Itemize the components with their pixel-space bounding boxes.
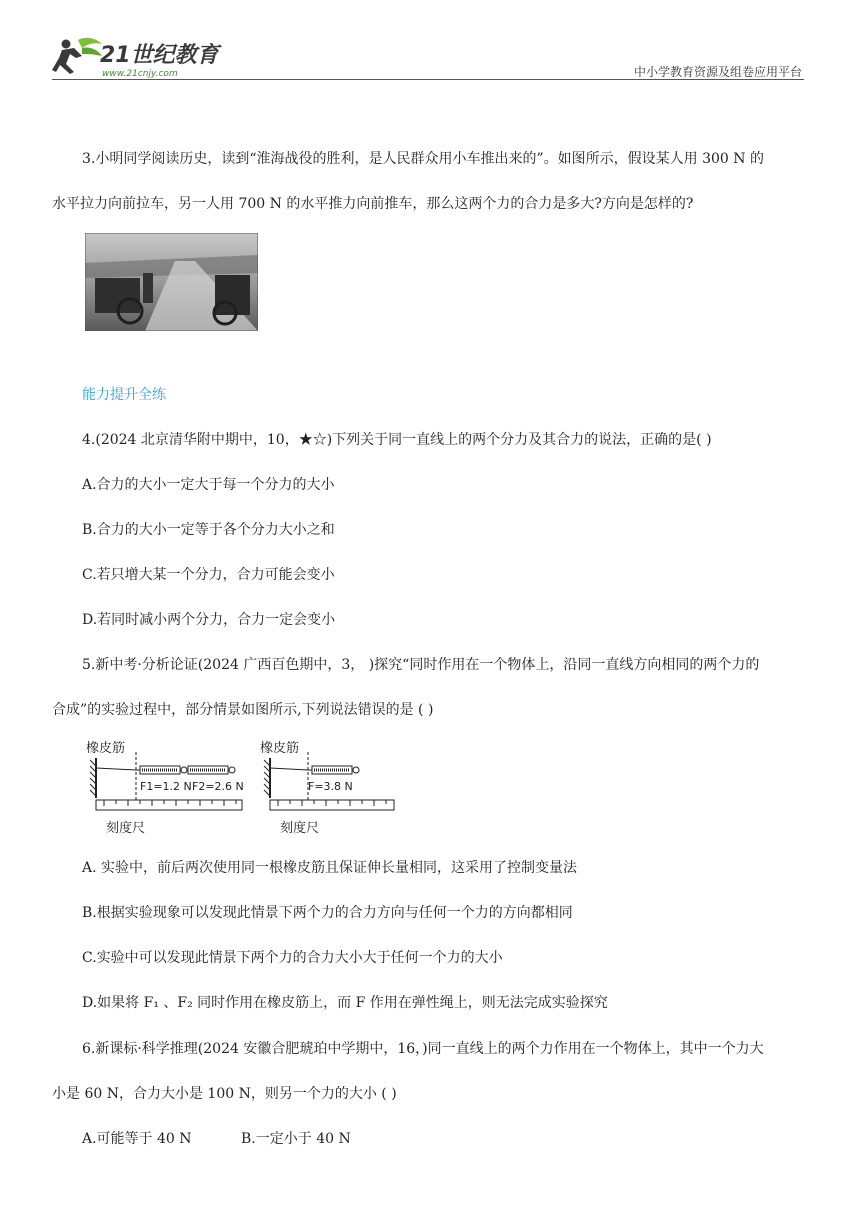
ruler-left xyxy=(96,800,242,810)
q5-option-b: B.根据实验现象可以发现此情景下两个力的合力方向与任何一个力的方向都相同 xyxy=(82,905,573,921)
q5-option-a: A. 实验中，前后两次使用同一根橡皮筋且保证伸长量相同，这采用了控制变量法 xyxy=(82,860,578,876)
force-f-label: F=3.8 N xyxy=(308,780,353,793)
historical-photo-carts xyxy=(85,233,258,331)
q4-option-b: B.合力的大小一定等于各个分力大小之和 xyxy=(82,522,335,538)
q4-option-c: C.若只增大某一个分力，合力可能会变小 xyxy=(82,567,335,583)
q5-line-2: 合成”的实验过程中，部分情景如图所示,下列说法错误的是 ( ) xyxy=(52,702,434,718)
q5-option-d: D.如果将 F₁ 、F₂ 同时作用在橡皮筋上，而 F 作用在弹性绳上，则无法完成实验探究 xyxy=(82,995,608,1011)
setup-left xyxy=(86,740,244,836)
platform-name: 中小学教育资源及组卷应用平台 xyxy=(633,65,802,79)
spring-scale-3 xyxy=(308,766,359,774)
logo-text: 21世纪教育 xyxy=(100,43,219,68)
q5-option-c: C.实验中可以发现此情景下两个力的合力大小大于任何一个力的大小 xyxy=(82,950,503,966)
q6-option-a: A.可能等于 40 N xyxy=(82,1131,192,1147)
logo-url: www.21cnjy.com xyxy=(102,69,178,79)
rubber-band-label-right: 橡皮筋 xyxy=(260,741,300,756)
page-header xyxy=(52,34,802,80)
q5-line-1: 5.新中考·分析论证(2024 广西百色期中，3， )探究“同时作用在一个物体上，沿同一直线方向相同的两个力的 xyxy=(82,657,760,673)
force-f1-label: F1=1.2 N xyxy=(140,780,192,793)
q4-option-d: D.若同时减小两个分力，合力一定会变小 xyxy=(82,612,336,628)
q6-line-2: 小是 60 N，合力大小是 100 N，则另一个力的大小 ( ) xyxy=(52,1086,397,1102)
ruler-label-left: 刻度尺 xyxy=(106,821,146,836)
force-f2-label: F2=2.6 N xyxy=(192,780,244,793)
q4-stem: 4.(2024 北京清华附中期中，10，★☆)下列关于同一直线上的两个分力及其合力的说法，正确的是( ) xyxy=(82,432,712,448)
section-title: 能力提升全练 xyxy=(82,387,166,403)
q4-option-a: A.合力的大小一定大于每一个分力的大小 xyxy=(82,477,335,493)
q6-option-b: B.一定小于 40 N xyxy=(241,1131,351,1147)
spring-scale-2 xyxy=(188,766,235,774)
ruler-label-right: 刻度尺 xyxy=(280,821,320,836)
q6-line-1: 6.新课标·科学推理(2024 安徽合肥琥珀中学期中，16，)同一直线上的两个力作用在一个物体上，其中一个力大 xyxy=(82,1041,764,1057)
spring-scale-1 xyxy=(136,766,187,774)
experiment-figure xyxy=(80,738,410,838)
rubber-band-label: 橡皮筋 xyxy=(86,741,126,756)
setup-right xyxy=(260,740,394,836)
runner-icon xyxy=(52,38,102,74)
ruler-right xyxy=(270,800,394,810)
q3-line-1: 3.小明同学阅读历史，读到“淮海战役的胜利，是人民群众用小车推出来的”。如图所示，假设某人用 300 N 的 xyxy=(82,151,764,167)
header-divider xyxy=(52,79,804,80)
site-logo xyxy=(52,34,232,80)
q3-line-2: 水平拉力向前拉车，另一人用 700 N 的水平推力向前推车，那么这两个力的合力是多大?方向是怎样的? xyxy=(52,196,694,212)
